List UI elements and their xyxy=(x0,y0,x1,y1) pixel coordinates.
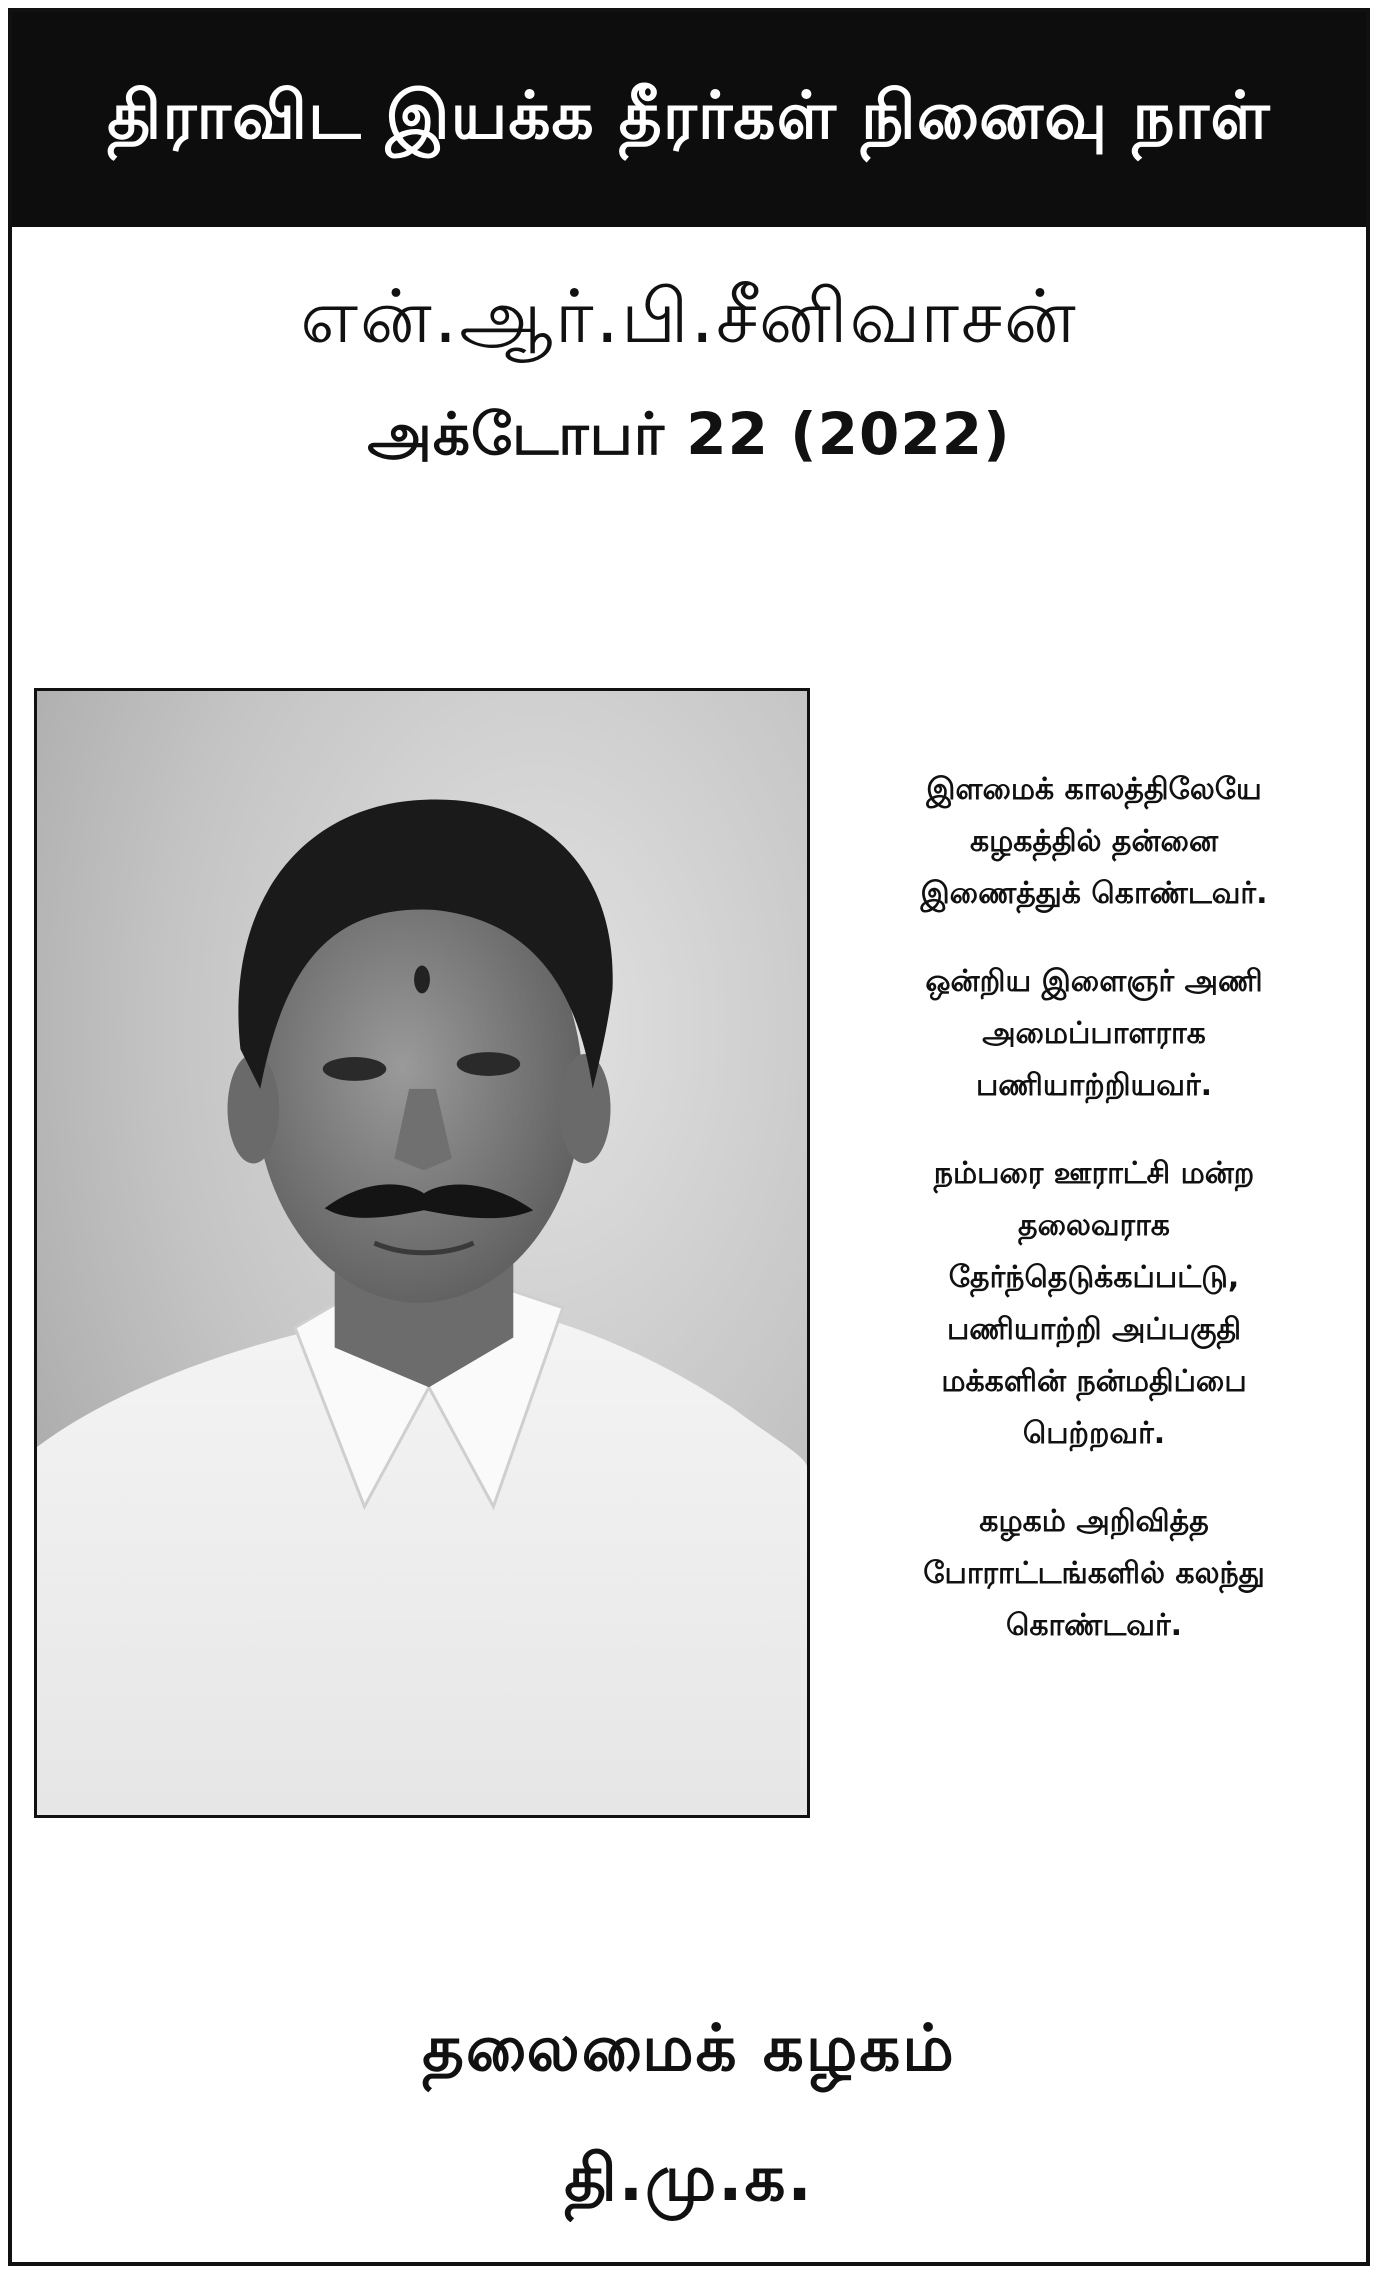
footer-party-name: தி.மு.க. xyxy=(564,2142,814,2216)
bio-line: பணியாற்றியவர். xyxy=(975,1068,1213,1103)
bio-line: தேர்ந்தெடுக்கப்பட்டு, xyxy=(948,1260,1240,1295)
footer-headquarters: தலைமைக் கழகம் xyxy=(422,2012,956,2086)
bio-line: கழகத்தில் தன்னை xyxy=(969,824,1219,859)
bio-line: இணைத்துக் கொண்டவர். xyxy=(920,876,1268,911)
bio-paragraph xyxy=(824,764,1364,920)
bio-line: கழகம் அறிவித்த xyxy=(979,1504,1209,1539)
biography-text xyxy=(824,764,1364,1688)
bio-line: நம்பரை ஊராட்சி மன்ற xyxy=(933,1156,1255,1191)
person-name: என்.ஆர்.பி.சீனிவாசன் xyxy=(300,274,1078,360)
bio-line: மக்களின் நன்மதிப்பை xyxy=(941,1364,1247,1399)
bio-line: அமைப்பாளராக xyxy=(982,1016,1206,1051)
portrait-illustration xyxy=(37,691,807,1815)
bio-line: ஒன்றிய இளைஞர் அணி xyxy=(925,964,1263,999)
memorial-date: அக்டோபர் 22 (2022) xyxy=(367,400,1011,468)
bio-paragraph xyxy=(824,956,1364,1112)
notice-frame xyxy=(8,8,1370,2266)
bio-line: பணியாற்றி அப்பகுதி xyxy=(946,1312,1242,1347)
bio-paragraph xyxy=(824,1148,1364,1460)
bio-line: தலைவராக xyxy=(1018,1208,1170,1243)
banner-title: திராவிட இயக்க தீரர்கள் நினைவு நாள் xyxy=(107,76,1271,154)
portrait-photo xyxy=(34,688,810,1818)
bio-line: இளமைக் காலத்திலேயே xyxy=(926,772,1262,807)
bio-line: கொண்டவர். xyxy=(1005,1608,1183,1643)
bio-line: போராட்டங்களில் கலந்து xyxy=(923,1556,1265,1591)
header-banner xyxy=(12,12,1366,227)
bio-line: பெற்றவர். xyxy=(1022,1416,1166,1451)
bio-paragraph xyxy=(824,1496,1364,1652)
